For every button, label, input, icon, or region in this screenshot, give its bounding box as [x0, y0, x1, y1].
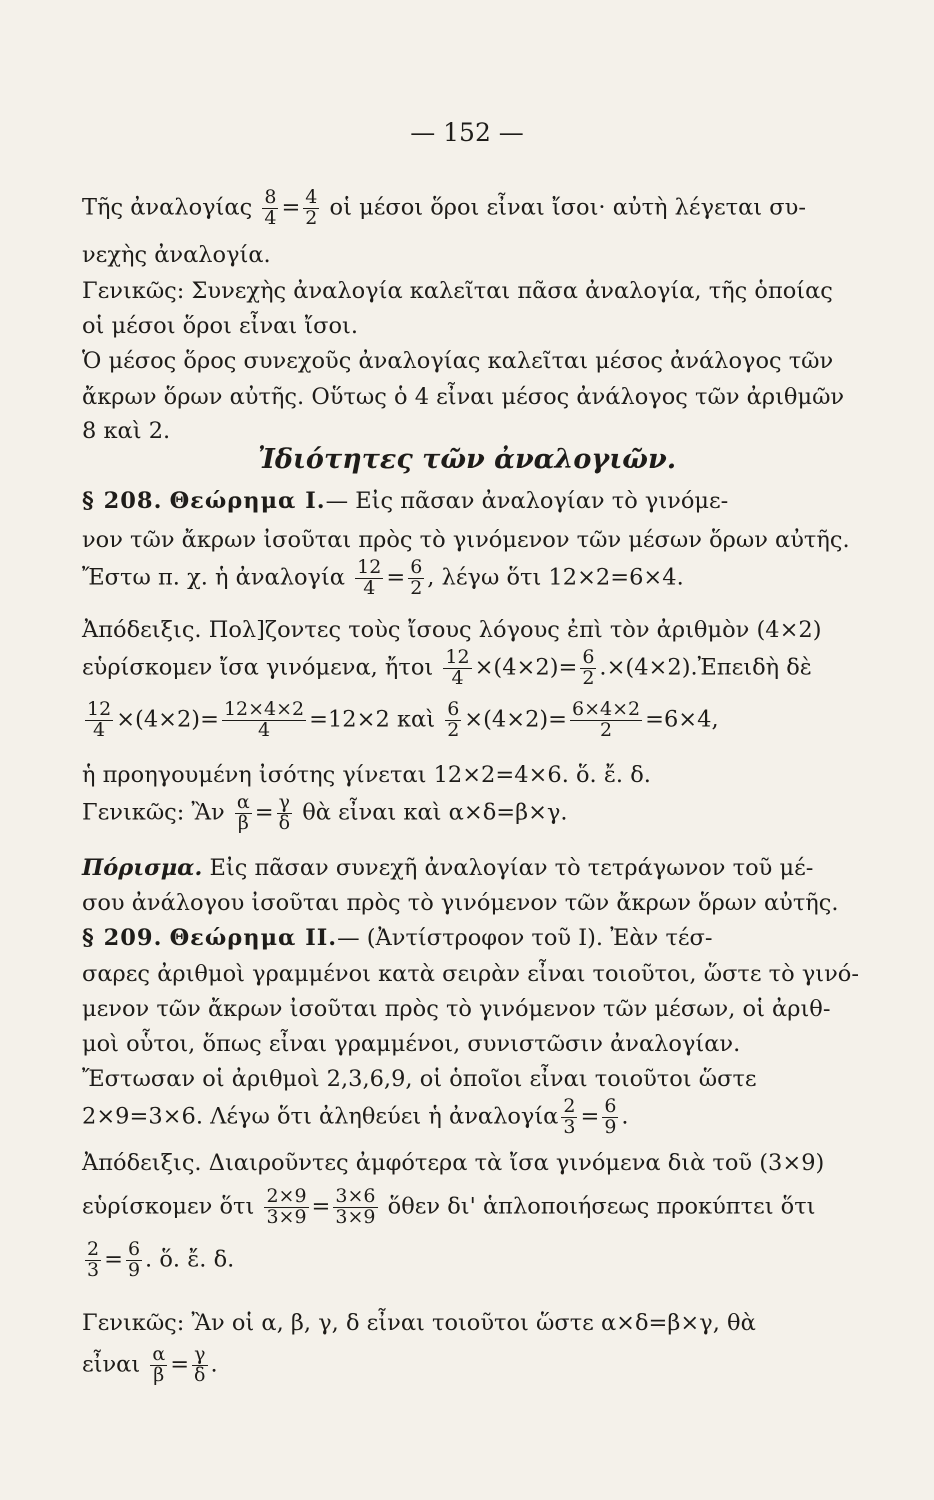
fraction-12-4: $\frac{12}{4}$: [357, 556, 382, 599]
text-line-27: Γενικῶς: Ἂν οἱ α, β, γ, δ εἶναι τοιοῦτοι ὥστε α×δ=β×γ, θὰ: [82, 1310, 756, 1336]
text: , λέγω ὅτι 12×2=6×4.: [427, 564, 684, 591]
text: οἱ μέσοι ὅροι εἶναι ἴσοι· αὐτὴ λέγεται συ-: [329, 194, 806, 221]
fraction-gamma-delta: $\frac{\gamma}{\delta}$: [278, 791, 291, 834]
period: .: [621, 1103, 629, 1130]
text-line-2: νεχὴς ἀναλογία.: [82, 242, 271, 268]
section-number: § 208.: [82, 488, 163, 514]
text-line-14: ἡ προηγουμένη ἰσότης γίνεται 12×2=4×6. ὅ. ἔ. δ.: [82, 762, 651, 788]
text: εἶναι: [82, 1351, 141, 1378]
porisma-label: Πόρισμα.: [82, 855, 203, 881]
text-line-10: [82, 558, 882, 599]
section-209-heading: [82, 925, 882, 952]
equals-sign: =: [281, 194, 301, 221]
text: εὑρίσκομεν ἴσα γινόμενα, ἤτοι: [82, 654, 434, 681]
text-line-11: Ἀπόδειξις. Πολ]ζοντες τοὺς ἴσους λόγους ἐπὶ τὸν ἀριθμὸν (4×2): [82, 617, 822, 643]
text-line-12: [82, 648, 882, 689]
section-208-heading: [82, 488, 882, 515]
text: Εἰς πᾶσαν συνεχῆ ἀναλογίαν τὸ τετράγωνον τοῦ μέ-: [209, 855, 814, 881]
fraction-12-4: $\frac{12}{4}$: [445, 646, 470, 689]
text: =12×2 καὶ: [309, 706, 436, 733]
fraction-alpha-beta: $\frac{\alpha}{\beta}$: [152, 1343, 166, 1386]
text: — Εἰς πᾶσαν ἀναλογίαν τὸ γινόμε-: [325, 488, 729, 514]
text: 2×9=3×6. Λέγω ὅτι ἀληθεύει ἡ ἀναλογία: [82, 1103, 559, 1130]
text-line-26: [82, 1240, 882, 1281]
text-line-23: [82, 1097, 882, 1138]
text: εὑρίσκομεν ὅτι: [82, 1193, 255, 1220]
text-line-24: Ἀπόδειξις. Διαιροῦντες ἀμφότερα τὰ ἴσα γινόμενα διὰ τοῦ (3×9): [82, 1150, 825, 1176]
fraction-6-9: $\frac{6}{9}$: [604, 1095, 617, 1138]
text: Ἔστω π. χ. ἡ ἀναλογία: [82, 564, 345, 591]
text-line-21: μοὶ οὗτοι, ὅπως εἶναι γραμμένοι, συνιστῶσιν ἀναλογίαν.: [82, 1031, 741, 1057]
text: — (Ἀντίστροφον τοῦ I). Ἐὰν τέσ-: [337, 925, 713, 951]
text: .×(4×2).Ἐπειδὴ δὲ: [599, 654, 812, 681]
text: Γενικῶς: Ἂν: [82, 799, 225, 826]
fraction-6x4x2-2: $\frac{6\times 4\times 2}{2}$: [572, 698, 641, 741]
equals-sign: =: [311, 1193, 331, 1220]
theorem-label: Θεώρημα I.: [169, 488, 326, 514]
text-line-28: [82, 1345, 882, 1386]
text-line-4: οἱ μέσοι ὅροι εἶναι ἴσοι.: [82, 313, 358, 339]
equals-sign: =: [170, 1351, 190, 1378]
fraction-6-2: $\frac{6}{2}$: [447, 698, 460, 741]
text: ×(4×2)=: [474, 654, 578, 681]
text-line-22: Ἔστωσαν οἱ ἀριθμοὶ 2,3,6,9, οἱ ὁποῖοι εἶναι τοιοῦτοι ὥστε: [82, 1066, 757, 1092]
text-line-25: [82, 1187, 882, 1228]
fraction-6-9: $\frac{6}{9}$: [127, 1238, 141, 1281]
text: Τῆς ἀναλογίας: [82, 194, 253, 221]
equals-sign: =: [580, 1103, 600, 1130]
fraction-2x9-3x9: $\frac{2\times 9}{3\times 9}$: [266, 1185, 307, 1228]
text-line-13: [82, 700, 882, 741]
text-line-20: μενον τῶν ἄκρων ἰσοῦται πρὸς τὸ γινόμενον τῶν μέσων, οἱ ἀριθ-: [82, 996, 831, 1022]
period: .: [210, 1351, 218, 1378]
fraction-alpha-beta: $\frac{\alpha}{\beta}$: [236, 791, 250, 834]
text: ×(4×2)=: [464, 706, 568, 733]
text: ×(4×2)=: [116, 706, 219, 733]
equals-sign: =: [386, 564, 406, 591]
fraction-6-2: $\frac{6}{2}$: [582, 646, 595, 689]
fraction-6-2: $\frac{6}{2}$: [410, 556, 423, 599]
text-line-9: νον τῶν ἄκρων ἰσοῦται πρὸς τὸ γινόμενον τῶν μέσων ὅρων αὐτῆς.: [82, 527, 850, 553]
fraction-8-4: $\frac{8}{4}$: [264, 186, 277, 229]
text-line-5: Ὁ μέσος ὅρος συνεχοῦς ἀναλογίας καλεῖται μέσος ἀνάλογος τῶν: [82, 348, 834, 374]
text-line-15: [82, 793, 882, 834]
text: ὅθεν δι' ἁπλοποιήσεως προκύπτει ὅτι: [387, 1193, 816, 1220]
fraction-2-3: $\frac{2}{3}$: [87, 1238, 100, 1281]
section-number: § 209.: [82, 925, 163, 951]
theorem-label: Θεώρημα II.: [169, 925, 338, 951]
porisma-line: [82, 855, 882, 882]
text: θὰ εἶναι καὶ α×δ=β×γ.: [302, 799, 568, 826]
text: =6×4,: [645, 706, 719, 733]
text-line-3: Γενικῶς: Συνεχὴς ἀναλογία καλεῖται πᾶσα ἀναλογία, τῆς ὁποίας: [82, 278, 833, 304]
fraction-2-3: $\frac{2}{3}$: [563, 1095, 576, 1138]
text-line-19: σαρες ἀριθμοὶ γραμμένοι κατὰ σειρὰν εἶναι τοιοῦτοι, ὥστε τὸ γινό-: [82, 961, 859, 987]
text-line-6: ἄκρων ὅρων αὐτῆς. Οὕτως ὁ 4 εἶναι μέσος ἀνάλογος τῶν ἀριθμῶν: [82, 384, 845, 410]
text-line-1: [82, 188, 882, 229]
section-title: Ἰδιότητες τῶν ἀναλογιῶν.: [257, 444, 677, 475]
equals-sign: =: [254, 799, 274, 826]
text-line-7: 8 καὶ 2.: [82, 418, 171, 444]
text-line-17: σου ἀνάλογου ἰσοῦται πρὸς τὸ γινόμενον τῶν ἄκρων ὅρων αὐτῆς.: [82, 890, 839, 916]
fraction-gamma-delta: $\frac{\gamma}{\delta}$: [194, 1343, 206, 1386]
fraction-12-4: $\frac{12}{4}$: [87, 698, 112, 741]
page-number: — 152 —: [410, 118, 524, 147]
fraction-12x4x2-4: $\frac{12\times 4\times 2}{4}$: [223, 698, 305, 741]
fraction-4-2: $\frac{4}{2}$: [305, 186, 318, 229]
equals-sign: =: [104, 1246, 123, 1273]
text: . ὅ. ἔ. δ.: [145, 1246, 235, 1273]
fraction-3x6-3x9: $\frac{3\times 6}{3\times 9}$: [335, 1185, 376, 1228]
